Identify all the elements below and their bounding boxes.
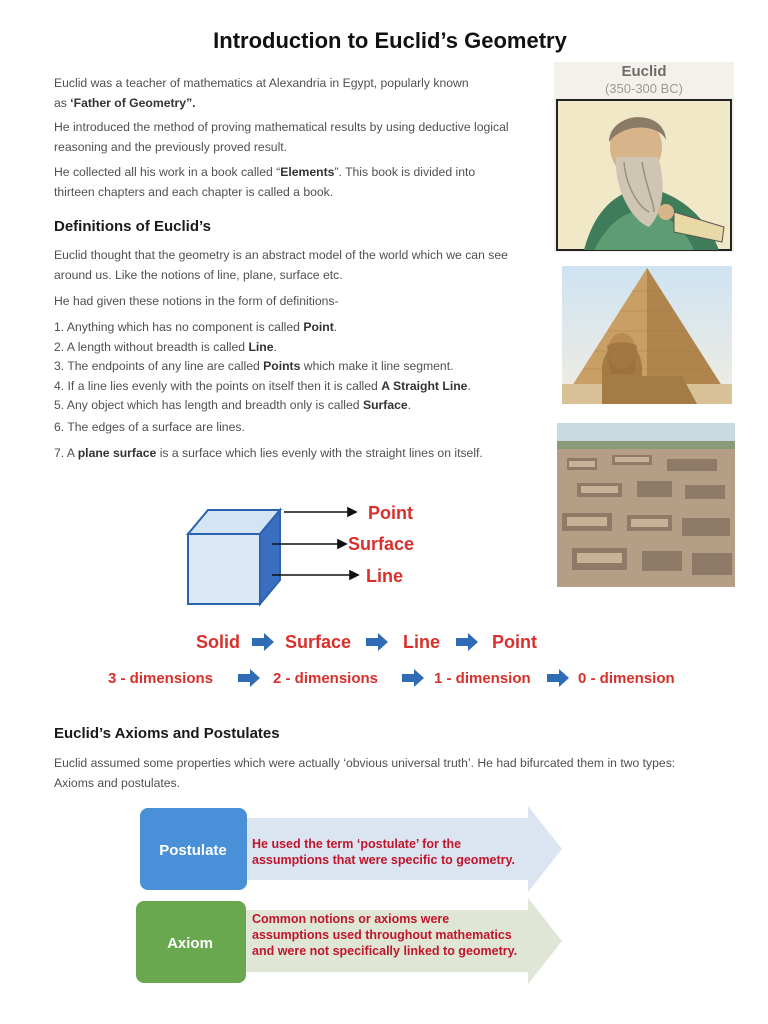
intro-p3-suffix: ”. This book is divided into (334, 165, 476, 179)
arrow-icon (252, 633, 274, 651)
postulate-axiom-diagram (130, 800, 570, 990)
euclid-portrait (554, 62, 734, 252)
father-of-geometry: ‘Father of Geometry”. (70, 96, 196, 110)
definitions-paragraph-1 (54, 245, 508, 285)
intro-p2-line-b: reasoning and the previously proved result. (54, 140, 288, 154)
arrow-icon (456, 633, 478, 651)
dim-1: 1 - dimension (434, 670, 531, 687)
definition-item: 4. If a line lies evenly with the points on itself then it is called A Straight Line. (54, 378, 471, 393)
arrow-icon (366, 633, 388, 651)
label-surface: Surface (348, 534, 415, 554)
postulate-label: Postulate (159, 842, 227, 859)
definitions-list (54, 318, 471, 416)
intro-paragraph-2 (54, 117, 509, 157)
intro-p3-prefix: He collected all his work in a book called “ (54, 165, 281, 179)
dim-2: 2 - dimensions (273, 670, 379, 687)
axioms-p1-line-a: Euclid assumed some properties which were actually ‘obvious universal truth’. He had bifurcated them in two types: (54, 756, 676, 770)
intro-p3-line-b: thirteen chapters and each chapter is called a book. (54, 185, 334, 199)
definition-item-6: 6. The edges of a surface are lines. (54, 420, 245, 434)
page-title: Introduction to Euclid’s Geometry (213, 28, 567, 53)
definition-item: 5. Any object which has length and breadth only is called Surface. (54, 398, 412, 412)
cube-dimensions-diagram (100, 496, 700, 696)
defs-p1-line-a: Euclid thought that the geometry is an abstract model of the world which we can see (54, 248, 508, 262)
postulate-text-line-2: assumptions that were specific to geometry. (252, 853, 516, 867)
axiom-text-line-1: Common notions or axioms were (252, 912, 450, 926)
definition-item: 3. The endpoints of any line are called Points which make it line segment. (54, 359, 454, 373)
dim-0: 0 - dimension (578, 670, 675, 687)
euclid-years: (350-300 BC) (604, 81, 684, 96)
axiom-text-line-2: assumptions used throughout mathematics (252, 928, 512, 942)
definition-item: 1. Anything which has no component is called Point. (54, 320, 338, 334)
arrow-icon (238, 669, 260, 687)
axioms-heading: Euclid’s Axioms and Postulates (54, 725, 280, 742)
label-line: Line (366, 566, 404, 586)
axiom-text-line-3: and were not specifically linked to geometry. (252, 944, 518, 958)
defs-p1-line-b: around us. Like the notions of line, plane, surface etc. (54, 268, 343, 282)
definitions-heading: Definitions of Euclid’s (54, 218, 211, 235)
intro-paragraph-3 (54, 162, 475, 202)
dim-3: 3 - dimensions (108, 670, 214, 687)
axioms-p1-line-b: Axioms and postulates. (54, 776, 181, 790)
intro-p1-prefix: as (54, 96, 71, 110)
intro-paragraph-1 (54, 73, 469, 113)
euclid-name: Euclid (621, 63, 667, 80)
arrow-icon (547, 669, 569, 687)
chain-surface: Surface (285, 632, 352, 652)
definition-item-7: 7. A plane surface is a surface which lies evenly with the straight lines on itself. (54, 446, 483, 460)
axioms-paragraph (54, 753, 675, 793)
chain-point: Point (492, 632, 537, 652)
pyramid-sphinx-photo (562, 266, 732, 404)
definitions-paragraph-2: He had given these notions in the form of definitions- (54, 294, 339, 308)
intro-p1-line-a: Euclid was a teacher of mathematics at Alexandria in Egypt, popularly known (54, 76, 469, 90)
axiom-label: Axiom (167, 935, 213, 952)
postulate-text-line-1: He used the term ‘postulate’ for the (252, 837, 462, 851)
definition-item: 2. A length without breadth is called Line. (54, 339, 277, 354)
label-point: Point (368, 503, 413, 523)
arrow-icon (402, 669, 424, 687)
chain-solid: Solid (196, 632, 240, 652)
elements-book: Elements (280, 165, 335, 179)
intro-p2-line-a: He introduced the method of proving mathematical results by using deductive logical (54, 120, 509, 134)
chain-line: Line (403, 632, 441, 652)
